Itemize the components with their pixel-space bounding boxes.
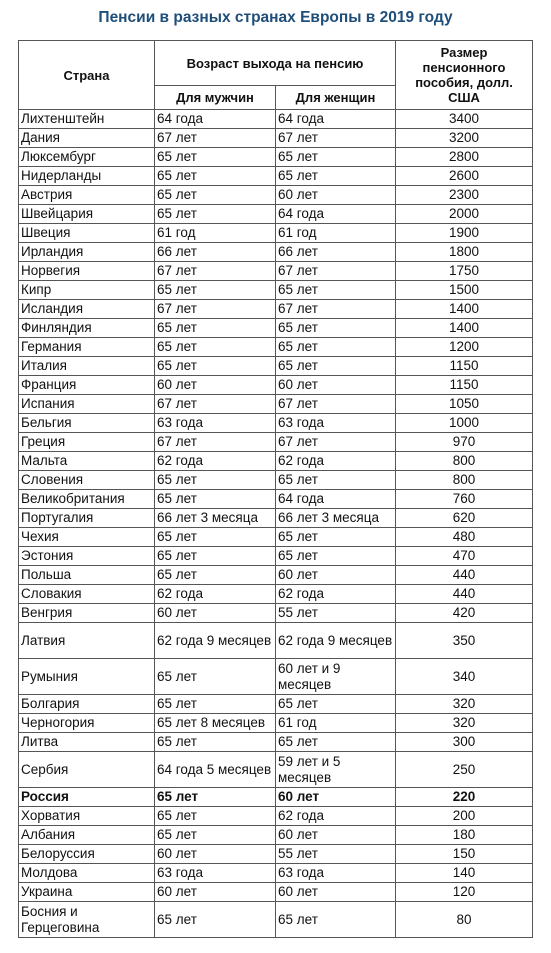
cell-pension: 1150 (396, 357, 533, 376)
cell-country: Украина (19, 883, 155, 902)
cell-country: Литва (19, 733, 155, 752)
cell-women: 65 лет (276, 695, 396, 714)
table-row (19, 357, 533, 376)
cell-women: 65 лет (276, 319, 396, 338)
cell-men: 65 лет (155, 205, 276, 224)
cell-pension: 1800 (396, 243, 533, 262)
cell-pension: 350 (396, 623, 533, 659)
table-row (19, 186, 533, 205)
table-row (19, 509, 533, 528)
cell-pension: 470 (396, 547, 533, 566)
cell-country: Болгария (19, 695, 155, 714)
table-row (19, 262, 533, 281)
cell-women: 60 лет (276, 376, 396, 395)
cell-pension: 620 (396, 509, 533, 528)
cell-country: Португалия (19, 509, 155, 528)
cell-men: 64 года (155, 110, 276, 129)
cell-women: 65 лет (276, 281, 396, 300)
cell-pension: 320 (396, 695, 533, 714)
cell-pension: 250 (396, 752, 533, 788)
cell-country: Италия (19, 357, 155, 376)
cell-women: 61 год (276, 714, 396, 733)
cell-pension: 480 (396, 528, 533, 547)
table-row (19, 604, 533, 623)
header-country: Страна (19, 41, 155, 110)
cell-men: 65 лет (155, 528, 276, 547)
cell-pension: 1150 (396, 376, 533, 395)
cell-men: 60 лет (155, 604, 276, 623)
table-row (19, 566, 533, 585)
cell-women: 62 года (276, 585, 396, 604)
cell-pension: 1900 (396, 224, 533, 243)
cell-pension: 1500 (396, 281, 533, 300)
cell-country: Россия (19, 788, 155, 807)
cell-men: 65 лет (155, 281, 276, 300)
cell-country: Эстония (19, 547, 155, 566)
cell-men: 65 лет (155, 338, 276, 357)
table-row (19, 752, 533, 788)
table-row (19, 319, 533, 338)
cell-country: Сербия (19, 752, 155, 788)
cell-country: Молдова (19, 864, 155, 883)
table-row (19, 714, 533, 733)
table-row (19, 471, 533, 490)
cell-women: 65 лет (276, 547, 396, 566)
cell-pension: 3400 (396, 110, 533, 129)
table-row (19, 167, 533, 186)
cell-men: 62 года (155, 585, 276, 604)
cell-country: Швеция (19, 224, 155, 243)
cell-pension: 1400 (396, 319, 533, 338)
cell-men: 61 год (155, 224, 276, 243)
cell-women: 65 лет (276, 167, 396, 186)
header-women: Для женщин (276, 86, 396, 110)
cell-country: Словакия (19, 585, 155, 604)
cell-men: 63 года (155, 864, 276, 883)
cell-country: Люксембург (19, 148, 155, 167)
cell-women: 65 лет (276, 902, 396, 938)
cell-pension: 420 (396, 604, 533, 623)
cell-country: Черногория (19, 714, 155, 733)
table-row (19, 281, 533, 300)
table-row (19, 110, 533, 129)
cell-women: 67 лет (276, 129, 396, 148)
table-row (19, 902, 533, 938)
cell-country: Ирландия (19, 243, 155, 262)
cell-country: Польша (19, 566, 155, 585)
cell-country: Белоруссия (19, 845, 155, 864)
table-row (19, 807, 533, 826)
table-row (19, 528, 533, 547)
cell-men: 65 лет 8 месяцев (155, 714, 276, 733)
cell-women: 66 лет (276, 243, 396, 262)
table-row (19, 395, 533, 414)
cell-men: 65 лет (155, 357, 276, 376)
cell-women: 60 лет и 9 месяцев (276, 659, 396, 695)
cell-men: 65 лет (155, 733, 276, 752)
pension-table (18, 40, 533, 938)
header-retirement-age: Возраст выхода на пенсию (155, 41, 396, 86)
cell-women: 65 лет (276, 357, 396, 376)
cell-men: 60 лет (155, 376, 276, 395)
table-row (19, 659, 533, 695)
cell-men: 60 лет (155, 845, 276, 864)
cell-pension: 1000 (396, 414, 533, 433)
cell-men: 60 лет (155, 883, 276, 902)
cell-men: 65 лет (155, 788, 276, 807)
cell-country: Финляндия (19, 319, 155, 338)
cell-men: 65 лет (155, 902, 276, 938)
cell-women: 55 лет (276, 604, 396, 623)
cell-women: 64 года (276, 110, 396, 129)
table-row (19, 547, 533, 566)
cell-women: 67 лет (276, 395, 396, 414)
cell-country: Мальта (19, 452, 155, 471)
cell-pension: 340 (396, 659, 533, 695)
table-row (19, 864, 533, 883)
cell-pension: 2800 (396, 148, 533, 167)
cell-country: Греция (19, 433, 155, 452)
cell-country: Нидерланды (19, 167, 155, 186)
cell-pension: 150 (396, 845, 533, 864)
cell-women: 64 года (276, 490, 396, 509)
table-row (19, 300, 533, 319)
cell-pension: 200 (396, 807, 533, 826)
cell-women: 60 лет (276, 186, 396, 205)
cell-country: Албания (19, 826, 155, 845)
cell-country: Латвия (19, 623, 155, 659)
cell-women: 63 года (276, 864, 396, 883)
cell-pension: 320 (396, 714, 533, 733)
cell-country: Франция (19, 376, 155, 395)
table-row (19, 129, 533, 148)
cell-men: 65 лет (155, 490, 276, 509)
cell-men: 65 лет (155, 471, 276, 490)
cell-women: 62 года (276, 452, 396, 471)
cell-pension: 440 (396, 585, 533, 604)
cell-women: 63 года (276, 414, 396, 433)
cell-men: 67 лет (155, 262, 276, 281)
cell-women: 62 года (276, 807, 396, 826)
cell-men: 62 года 9 месяцев (155, 623, 276, 659)
cell-pension: 3200 (396, 129, 533, 148)
cell-women: 67 лет (276, 433, 396, 452)
table-row (19, 623, 533, 659)
cell-men: 67 лет (155, 395, 276, 414)
table-row (19, 788, 533, 807)
cell-pension: 440 (396, 566, 533, 585)
cell-women: 65 лет (276, 471, 396, 490)
cell-women: 66 лет 3 месяца (276, 509, 396, 528)
table-row (19, 243, 533, 262)
cell-pension: 80 (396, 902, 533, 938)
cell-country: Хорватия (19, 807, 155, 826)
table-row (19, 883, 533, 902)
cell-men: 63 года (155, 414, 276, 433)
cell-pension: 180 (396, 826, 533, 845)
cell-women: 61 год (276, 224, 396, 243)
table-row (19, 845, 533, 864)
cell-men: 67 лет (155, 433, 276, 452)
cell-pension: 1200 (396, 338, 533, 357)
cell-men: 65 лет (155, 566, 276, 585)
cell-pension: 300 (396, 733, 533, 752)
table-row (19, 205, 533, 224)
cell-pension: 800 (396, 452, 533, 471)
cell-men: 64 года 5 месяцев (155, 752, 276, 788)
cell-country: Венгрия (19, 604, 155, 623)
cell-pension: 2000 (396, 205, 533, 224)
cell-men: 67 лет (155, 300, 276, 319)
cell-men: 65 лет (155, 659, 276, 695)
cell-pension: 760 (396, 490, 533, 509)
cell-women: 65 лет (276, 148, 396, 167)
table-row (19, 414, 533, 433)
table-body (19, 110, 533, 938)
cell-pension: 2300 (396, 186, 533, 205)
cell-women: 65 лет (276, 733, 396, 752)
cell-women: 60 лет (276, 788, 396, 807)
table-row (19, 452, 533, 471)
cell-men: 65 лет (155, 826, 276, 845)
table-row (19, 585, 533, 604)
cell-country: Исландия (19, 300, 155, 319)
cell-country: Испания (19, 395, 155, 414)
cell-country: Чехия (19, 528, 155, 547)
cell-country: Румыния (19, 659, 155, 695)
table-row (19, 376, 533, 395)
cell-country: Лихтенштейн (19, 110, 155, 129)
cell-pension: 1400 (396, 300, 533, 319)
header-pension: Размер пенсионного пособия, долл. США (396, 41, 533, 110)
cell-men: 66 лет 3 месяца (155, 509, 276, 528)
cell-country: Дания (19, 129, 155, 148)
cell-men: 65 лет (155, 319, 276, 338)
cell-pension: 120 (396, 883, 533, 902)
cell-country: Великобритания (19, 490, 155, 509)
cell-country: Кипр (19, 281, 155, 300)
table-row (19, 338, 533, 357)
table-row (19, 490, 533, 509)
header-men: Для мужчин (155, 86, 276, 110)
cell-women: 64 года (276, 205, 396, 224)
cell-men: 66 лет (155, 243, 276, 262)
cell-men: 65 лет (155, 695, 276, 714)
cell-country: Швейцария (19, 205, 155, 224)
header-row (19, 41, 533, 86)
cell-men: 65 лет (155, 547, 276, 566)
cell-pension: 970 (396, 433, 533, 452)
cell-women: 55 лет (276, 845, 396, 864)
cell-country: Босния и Герцеговина (19, 902, 155, 938)
cell-pension: 800 (396, 471, 533, 490)
cell-men: 65 лет (155, 186, 276, 205)
table-row (19, 695, 533, 714)
cell-women: 65 лет (276, 528, 396, 547)
cell-country: Австрия (19, 186, 155, 205)
page-title: Пенсии в разных странах Европы в 2019 году (98, 9, 453, 26)
cell-women: 60 лет (276, 566, 396, 585)
cell-women: 62 года 9 месяцев (276, 623, 396, 659)
cell-pension: 140 (396, 864, 533, 883)
cell-men: 65 лет (155, 807, 276, 826)
cell-men: 67 лет (155, 129, 276, 148)
cell-men: 62 года (155, 452, 276, 471)
cell-country: Словения (19, 471, 155, 490)
table-row (19, 224, 533, 243)
table-row (19, 826, 533, 845)
cell-country: Норвегия (19, 262, 155, 281)
cell-pension: 1750 (396, 262, 533, 281)
cell-men: 65 лет (155, 148, 276, 167)
cell-pension: 1050 (396, 395, 533, 414)
cell-women: 67 лет (276, 300, 396, 319)
table-header (19, 41, 533, 110)
cell-women: 60 лет (276, 826, 396, 845)
cell-men: 65 лет (155, 167, 276, 186)
cell-women: 67 лет (276, 262, 396, 281)
table-row (19, 733, 533, 752)
cell-women: 60 лет (276, 883, 396, 902)
table-row (19, 433, 533, 452)
cell-country: Бельгия (19, 414, 155, 433)
table-row (19, 148, 533, 167)
cell-pension: 220 (396, 788, 533, 807)
cell-women: 65 лет (276, 338, 396, 357)
cell-country: Германия (19, 338, 155, 357)
cell-pension: 2600 (396, 167, 533, 186)
cell-women: 59 лет и 5 месяцев (276, 752, 396, 788)
